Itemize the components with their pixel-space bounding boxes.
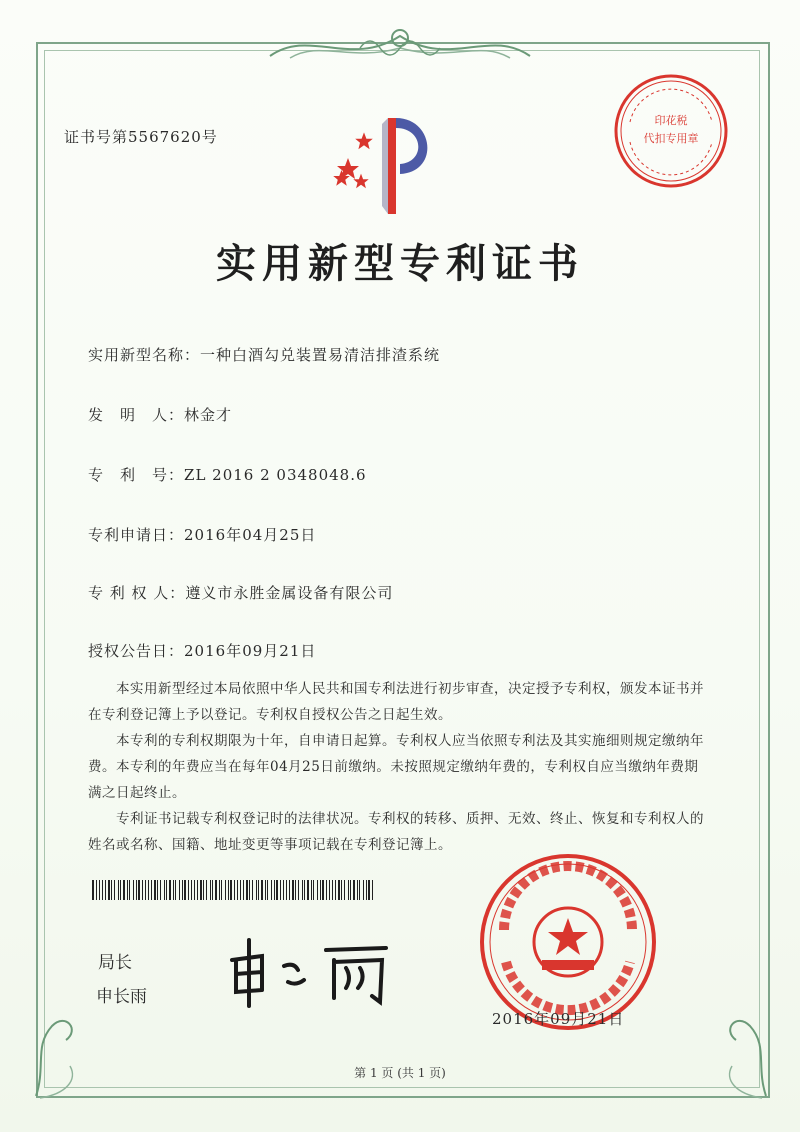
barcode-bar [307, 880, 309, 900]
barcode-bar [234, 880, 235, 900]
barcode-bar [127, 880, 128, 900]
barcode-bar [182, 880, 183, 900]
corner-ornament-bottom-right [712, 1006, 776, 1106]
barcode-bar [283, 880, 284, 900]
barcode-bar [256, 880, 257, 900]
barcode-bar [219, 880, 220, 900]
field-label: 发 明 人： [88, 406, 185, 424]
barcode-bar [160, 880, 161, 900]
barcode-bar [221, 880, 222, 900]
barcode-bar [120, 880, 121, 900]
barcode-bar [166, 880, 167, 900]
field-label: 专 利 号： [88, 466, 185, 484]
barcode-bar [363, 880, 364, 900]
barcode-bar [280, 880, 281, 900]
barcode-bar [154, 880, 156, 900]
barcode-bar [366, 880, 367, 900]
barcode-bar [289, 880, 290, 900]
barcode-bar [105, 880, 106, 900]
barcode-bar [317, 880, 318, 900]
barcode-bar [258, 880, 259, 900]
barcode-bar [151, 880, 152, 900]
field-label: 授权公告日： [88, 642, 185, 660]
barcode-bar [145, 880, 146, 900]
svg-text:印花税: 印花税 [654, 114, 688, 127]
barcode-bar [295, 880, 296, 900]
field-label: 专 利 权 人： [88, 584, 186, 602]
page-number: 第 1 页 (共 1 页) [354, 1066, 446, 1080]
barcode-bar [206, 880, 207, 900]
barcode-bar [335, 880, 336, 900]
seal-date: 2016年09月21日 [492, 1010, 625, 1028]
barcode-bar [271, 880, 272, 900]
field-grant-date [88, 640, 316, 661]
barcode-bar [344, 880, 345, 900]
barcode-bar [298, 880, 299, 900]
barcode-bar [276, 880, 278, 900]
barcode-bar [136, 880, 137, 900]
barcode-bar [359, 880, 360, 900]
field-value: 2016年09月21日 [184, 642, 317, 660]
barcode-bar [142, 880, 143, 900]
barcode-bar [184, 880, 186, 900]
barcode-bar [353, 880, 355, 900]
barcode-bar [157, 880, 158, 900]
barcode-bar [111, 880, 112, 900]
barcode-bar [322, 880, 324, 900]
barcode-bar [138, 880, 140, 900]
barcode-bar [133, 880, 134, 900]
barcode-bar [179, 880, 180, 900]
barcode-bar [313, 880, 314, 900]
barcode-bar [292, 880, 294, 900]
national-ip-office-seal [478, 852, 658, 1032]
barcode-bar [274, 880, 275, 900]
body-paragraph: 本实用新型经过本局依照中华人民共和国专利法进行初步审查，决定授予专利权，颁发本证书并在专利登记簿上予以登记。专利权自授权公告之日起生效。 [88, 681, 704, 723]
tax-stamp-seal [612, 72, 730, 190]
corner-ornament-bottom-left [26, 1006, 90, 1106]
barcode-bar [357, 880, 358, 900]
barcode-bar [350, 880, 351, 900]
field-inventor [88, 404, 232, 425]
certificate-body [88, 676, 712, 858]
barcode-bar [372, 880, 373, 900]
barcode-bar [230, 880, 232, 900]
barcode-bar [329, 880, 330, 900]
barcode-bar [237, 880, 238, 900]
barcode-bar [341, 880, 342, 900]
barcode-bar [173, 880, 174, 900]
barcode-bar [148, 880, 149, 900]
barcode-bar [243, 880, 244, 900]
barcode [92, 880, 374, 900]
field-value: 2016年04月25日 [184, 526, 317, 544]
barcode-bar [114, 880, 115, 900]
field-label: 专利申请日： [88, 526, 185, 544]
barcode-bar [99, 880, 100, 900]
director-signature [222, 930, 402, 1010]
barcode-bar [92, 880, 94, 900]
barcode-bar [175, 880, 176, 900]
barcode-bar [215, 880, 217, 900]
barcode-bar [246, 880, 248, 900]
barcode-bar [225, 880, 226, 900]
barcode-bar [164, 880, 165, 900]
barcode-bar [200, 880, 202, 900]
barcode-bar [188, 880, 189, 900]
field-label: 实用新型名称： [88, 346, 201, 364]
barcode-bar [286, 880, 287, 900]
barcode-bar [252, 880, 253, 900]
barcode-bar [191, 880, 192, 900]
field-patent-number [88, 464, 367, 485]
field-value: ZL 2016 2 0348048.6 [184, 466, 367, 484]
barcode-bar [261, 880, 263, 900]
barcode-bar [102, 880, 103, 900]
barcode-bar [304, 880, 305, 900]
barcode-bar [96, 880, 97, 900]
barcode-bar [265, 880, 266, 900]
barcode-bar [338, 880, 340, 900]
field-value: 林金才 [184, 406, 233, 424]
barcode-bar [311, 880, 312, 900]
barcode-bar [123, 880, 125, 900]
barcode-bar [348, 880, 349, 900]
barcode-bar [267, 880, 268, 900]
certificate-number: 证书号第5567620号 [64, 128, 218, 146]
svg-text:代扣专用章: 代扣专用章 [643, 132, 699, 145]
certificate-title: 实用新型专利证书 [216, 240, 584, 287]
field-application-date [88, 524, 316, 545]
barcode-bar [129, 880, 130, 900]
barcode-bar [302, 880, 303, 900]
barcode-bar [169, 880, 171, 900]
barcode-bar [118, 880, 119, 900]
patent-office-emblem [330, 110, 440, 220]
barcode-bar [210, 880, 211, 900]
barcode-bar [240, 880, 241, 900]
director-name: 申长雨 [96, 987, 147, 1007]
barcode-bar [326, 880, 327, 900]
field-patentee [88, 582, 393, 603]
barcode-bar [249, 880, 250, 900]
barcode-bar [320, 880, 321, 900]
field-value: 遵义市永胜金属设备有限公司 [185, 584, 394, 602]
barcode-bar [197, 880, 198, 900]
field-utility-model-name [88, 344, 440, 365]
barcode-bar [212, 880, 213, 900]
top-ornament [250, 18, 550, 74]
barcode-bar [194, 880, 195, 900]
barcode-bar [332, 880, 333, 900]
body-paragraph: 专利证书记载专利权登记时的法律状况。专利权的转移、质押、无效、终止、恢复和专利权人的姓名或名称、国籍、地址变更等事项记载在专利登记簿上。 [88, 811, 704, 853]
barcode-bar [368, 880, 370, 900]
barcode-bar [203, 880, 204, 900]
field-value: 一种白酒勾兑装置易清洁排渣系统 [200, 346, 441, 364]
barcode-bar [228, 880, 229, 900]
barcode-bar [108, 880, 110, 900]
body-paragraph: 本专利的专利权期限为十年，自申请日起算。专利权人应当依照专利法及其实施细则规定缴纳年费。本专利的年费应当在每年04月25日前缴纳。未按照规定缴纳年费的，专利权自应当缴纳年费期满之日起终止。 [88, 733, 704, 801]
director-title: 局长 [98, 953, 132, 973]
